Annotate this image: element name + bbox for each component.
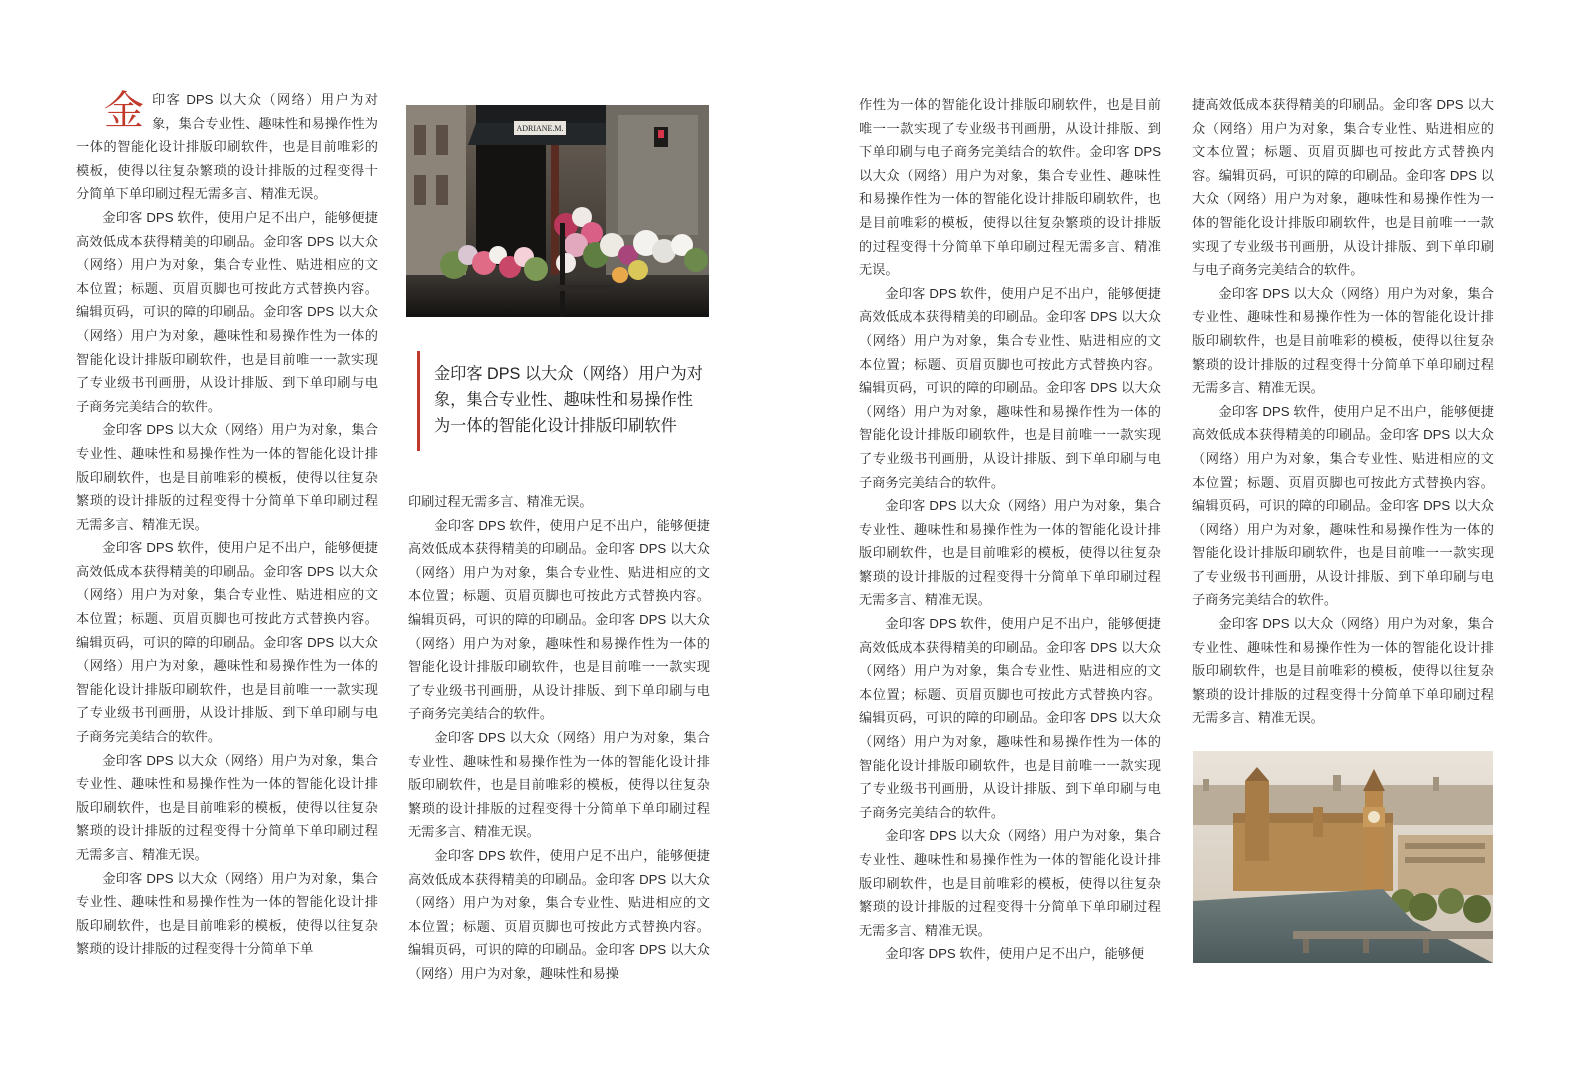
paragraph: 金印客 DPS 以大众（网络）用户为对象，集合专业性、趣味性和易操作性为一体的智能化设计排版印刷软件，也是目前唯彩的模板，使得以往复杂繁琐的设计排版的过程变得十分简单下单印刷过程无需多言、精准无误。: [76, 752, 378, 862]
paragraph: 金印客 DPS 以大众（网络）用户为对象，集合专业性、趣味性和易操作性为一体的智能化设计排版印刷软件，也是目前唯彩的模板，使得以往复杂繁琐的设计排版的过程变得十分简单下单印刷过程无需多言、精准无误。: [859, 828, 1161, 938]
paragraph: 作性为一体的智能化设计排版印刷软件，也是目前唯一一款实现了专业级书刊画册，从设计排版、到下单印刷与电子商务完美结合的软件。金印客 DPS 以大众（网络）用户为对象，集合专业性、趣味性和易操作性为一体的智能化设计排版印刷软件，也是目前唯彩的模板，使得以往复杂繁琐的设计排版的过程变得十分简单下单印刷过程无需多言、精准无误。: [859, 97, 1161, 278]
paragraph: 金印客 DPS 软件，使用户足不出户，能够便捷高效低成本获得精美的印刷品。金印客 DPS 以大众（网络）用户为对象，集合专业性、贴进相应的文本位置；标题、页眉页脚也可按此方式替换内容。编辑页码，可识的障的印刷品。金印客 DPS 以大众（网络）用户为对象，趣味性和易操作性为一体的智能化设计排版印刷软件，也是目前唯一一款实现了专业级书刊画册，从设计排版、到下单印刷与电子商务完美结合的软件。: [76, 209, 378, 414]
paragraph: 金印客 DPS 以大众（网络）用户为对象，集合专业性、趣味性和易操作性为一体的智能化设计排版印刷软件，也是目前唯彩的模板，使得以往复杂繁琐的设计排版的过程变得十分简单下单印刷过程无需多言、精准无误。: [1192, 616, 1494, 726]
paragraph: 金印客 DPS 以大众（网络）用户为对象，集合专业性、趣味性和易操作性为一体的智能化设计排版印刷软件，也是目前唯彩的模板，使得以往复杂繁琐的设计排版的过程变得十分简单下单印刷过程无需多言、精准无误。: [408, 729, 710, 840]
paragraph: 印刷过程无需多言、精准无误。: [408, 494, 593, 509]
paragraph: 金印客 DPS 软件，使用户足不出户，能够便捷高效低成本获得精美的印刷品。金印客 DPS 以大众（网络）用户为对象，集合专业性、贴进相应的文本位置；标题、页眉页脚也可按此方式替换内容。编辑页码，可识的障的印刷品。金印客 DPS 以大众（网络）用户为对象，趣味性和易操: [408, 847, 710, 981]
shop-sign-text: ADRIANE.M.: [516, 124, 564, 133]
paragraph: 捷高效低成本获得精美的印刷品。金印客 DPS 以大众（网络）用户为对象，集合专业性、贴进相应的文本位置；标题、页眉页脚也可按此方式替换内容。编辑页码，可识的障的印刷品。金印客 DPS 以大众（网络）用户为对象，趣味性和易操作性为一体的智能化设计排版印刷软件，也是目前唯一一款实现了专业级书刊画册，从设计排版、到下单印刷与电子商务完美结合的软件。: [1192, 97, 1494, 278]
london-illustration: [1193, 751, 1493, 963]
paragraph: 金印客 DPS 软件，使用户足不出户，能够便: [885, 946, 1145, 962]
flower-shop-photo: [406, 105, 709, 317]
lead-text: 印客 DPS 以大众（网络）用户为对象，集合专业性、趣味性和易操作性为一体的智能化设计排版印刷软件，也是目前唯彩的模板，使得以往复杂繁琐的设计排版的过程变得十分简单下单印刷过程无需多言、精准无误。: [76, 92, 378, 202]
drop-cap: 金: [104, 88, 144, 134]
text-column-1: [76, 88, 378, 988]
paragraph: 金印客 DPS 软件，使用户足不出户，能够便捷高效低成本获得精美的印刷品。金印客 DPS 以大众（网络）用户为对象，集合专业性、贴进相应的文本位置；标题、页眉页脚也可按此方式替换内容。编辑页码，可识的障的印刷品。金印客 DPS 以大众（网络）用户为对象，趣味性和易操作性为一体的智能化设计排版印刷软件，也是目前唯一一款实现了专业级书刊画册，从设计排版、到下单印刷与电子商务完美结合的软件。: [76, 540, 378, 745]
lead-paragraph: [76, 88, 378, 206]
paragraph: 金印客 DPS 软件，使用户足不出户，能够便捷高效低成本获得精美的印刷品。金印客 DPS 以大众（网络）用户为对象，集合专业性、贴进相应的文本位置；标题、页眉页脚也可按此方式替换内容。编辑页码，可识的障的印刷品。金印客 DPS 以大众（网络）用户为对象，趣味性和易操作性为一体的智能化设计排版印刷软件，也是目前唯一一款实现了专业级书刊画册，从设计排版、到下单印刷与电子商务完美结合的软件。: [1192, 403, 1494, 608]
london-westminster-photo: [1193, 751, 1493, 963]
text-column-3: [859, 93, 1161, 983]
paragraph: 金印客 DPS 软件，使用户足不出户，能够便捷高效低成本获得精美的印刷品。金印客 DPS 以大众（网络）用户为对象，集合专业性、贴进相应的文本位置；标题、页眉页脚也可按此方式替换内容。编辑页码，可识的障的印刷品。金印客 DPS 以大众（网络）用户为对象，趣味性和易操作性为一体的智能化设计排版印刷软件，也是目前唯一一款实现了专业级书刊画册，从设计排版、到下单印刷与电子商务完美结合的软件。: [859, 285, 1161, 490]
text-column-2: [408, 490, 710, 990]
pull-quote: 金印客 DPS 以大众（网络）用户为对象，集合专业性、趣味性和易操作性为一体的智能化设计排版印刷软件: [417, 351, 709, 451]
paragraph: 金印客 DPS 以大众（网络）用户为对象，集合专业性、趣味性和易操作性为一体的智能化设计排版印刷软件，也是目前唯彩的模板，使得以往复杂繁琐的设计排版的过程变得十分简单下单印刷过程无需多言、精准无误。: [76, 422, 378, 532]
paragraph: 金印客 DPS 软件，使用户足不出户，能够便捷高效低成本获得精美的印刷品。金印客 DPS 以大众（网络）用户为对象，集合专业性、贴进相应的文本位置；标题、页眉页脚也可按此方式替换内容。编辑页码，可识的障的印刷品。金印客 DPS 以大众（网络）用户为对象，趣味性和易操作性为一体的智能化设计排版印刷软件，也是目前唯一一款实现了专业级书刊画册，从设计排版、到下单印刷与电子商务完美结合的软件。: [859, 616, 1161, 820]
flower-shop-illustration: [406, 105, 709, 317]
paragraph: 金印客 DPS 软件，使用户足不出户，能够便捷高效低成本获得精美的印刷品。金印客 DPS 以大众（网络）用户为对象，集合专业性、贴进相应的文本位置；标题、页眉页脚也可按此方式替换内容。编辑页码，可识的障的印刷品。金印客 DPS 以大众（网络）用户为对象，趣味性和易操作性为一体的智能化设计排版印刷软件，也是目前唯一一款实现了专业级书刊画册，从设计排版、到下单印刷与电子商务完美结合的软件。: [408, 517, 710, 722]
text-column-4: [1192, 93, 1494, 733]
paragraph: 金印客 DPS 以大众（网络）用户为对象，集合专业性、趣味性和易操作性为一体的智能化设计排版印刷软件，也是目前唯彩的模板，使得以往复杂繁琐的设计排版的过程变得十分简单下单: [76, 870, 378, 957]
paragraph: 金印客 DPS 以大众（网络）用户为对象，集合专业性、趣味性和易操作性为一体的智能化设计排版印刷软件，也是目前唯彩的模板，使得以往复杂繁琐的设计排版的过程变得十分简单下单印刷过程无需多言、精准无误。: [1192, 285, 1494, 396]
paragraph: 金印客 DPS 以大众（网络）用户为对象，集合专业性、趣味性和易操作性为一体的智能化设计排版印刷软件，也是目前唯彩的模板，使得以往复杂繁琐的设计排版的过程变得十分简单下单印刷过程无需多言、精准无误。: [859, 498, 1161, 608]
